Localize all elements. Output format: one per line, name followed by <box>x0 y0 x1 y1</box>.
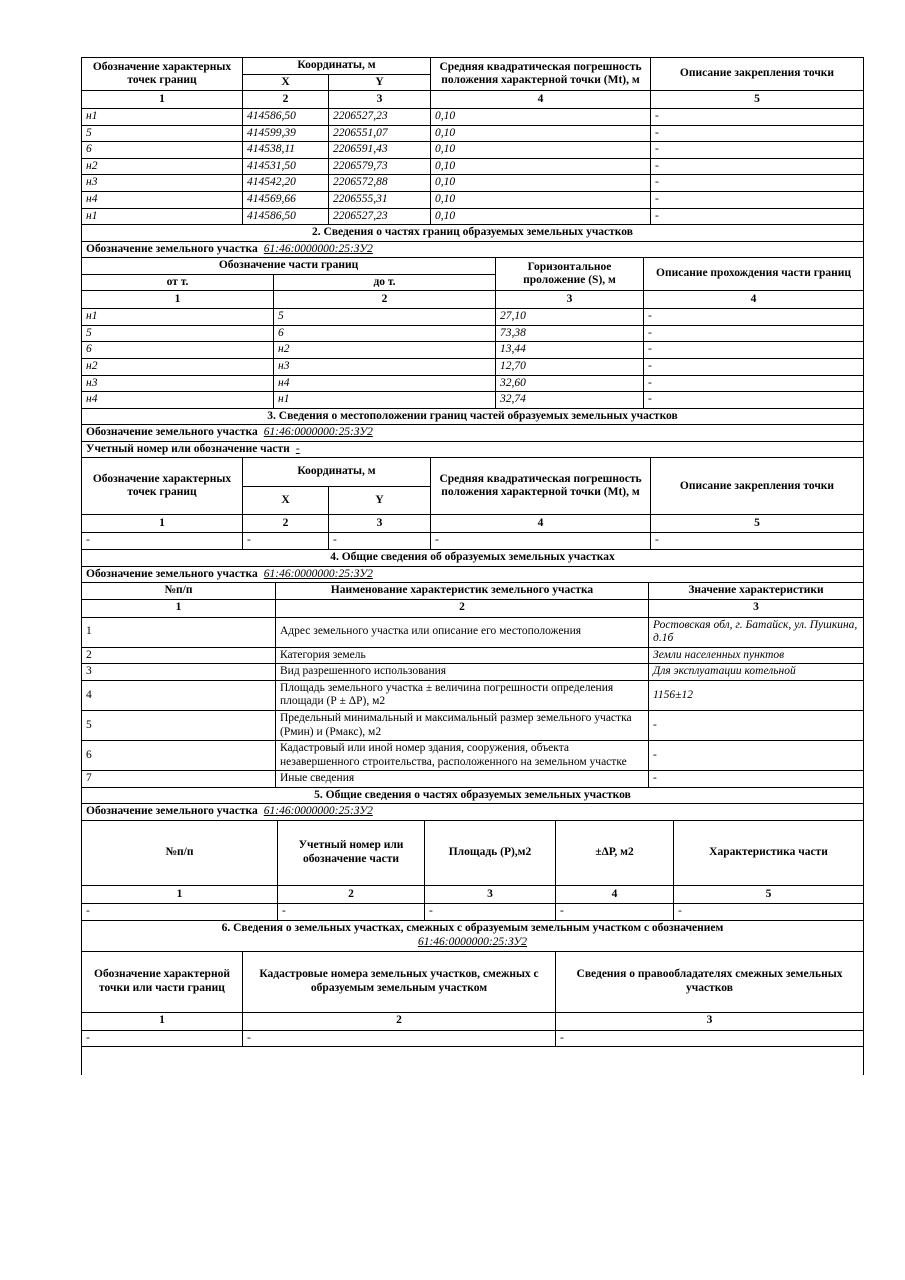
table-row-empty-tail <box>82 1047 864 1076</box>
part-number-label: Учетный номер или обозначение части <box>86 442 290 455</box>
cell-x: 414586,50 <box>243 208 329 225</box>
cell-y: 2206555,31 <box>329 191 431 208</box>
header-characteristic-value: Значение характеристики <box>649 583 864 600</box>
cell-characteristic-value: - <box>649 771 864 788</box>
header-to-point: до т. <box>274 274 496 291</box>
cell-row-number: 4 <box>82 680 276 710</box>
header-mean-square-error: Средняя квадратическая погрешность положения характерной точки (Mt), м <box>431 458 651 515</box>
section5-title: 5. Общие сведения о частях образуемых земельных участков <box>82 787 864 804</box>
cell-to: 6 <box>274 325 496 342</box>
section5-parcel-row <box>82 804 864 821</box>
section2-parcel-designation <box>82 241 864 258</box>
part-number-value: - <box>295 442 300 455</box>
section3-parcel-designation <box>82 425 864 442</box>
cell-characteristic-value: Ростовская обл, г. Батайск, ул. Пушкина, д.1б <box>649 617 864 647</box>
table-row-numbering <box>82 1012 864 1030</box>
section3-title-row <box>82 408 864 425</box>
header-point-fixing-description: Описание закрепления точки <box>651 58 864 91</box>
cell-point: - <box>82 533 243 550</box>
cell-part-characteristic: - <box>674 903 864 920</box>
table-row <box>82 617 864 647</box>
cell-characteristic-name: Иные сведения <box>276 771 649 788</box>
table-row-numbering <box>82 599 864 617</box>
cell-desc: - <box>651 142 864 159</box>
cell-row-number: - <box>82 903 278 920</box>
cell-desc: - <box>651 175 864 192</box>
cell-to: н1 <box>274 392 496 409</box>
cell-characteristic-name: Кадастровый или иной номер здания, сооружения, объекта незавершенного строительства, расположенного на земельном участке <box>276 741 649 771</box>
cell-desc: - <box>651 191 864 208</box>
cell-mt: 0,10 <box>431 191 651 208</box>
cell-distance: 13,44 <box>496 342 644 359</box>
cell-desc: - <box>644 359 864 376</box>
table-row-header <box>82 258 864 275</box>
table-row-header <box>82 58 864 75</box>
table-row <box>82 359 864 376</box>
cell-desc: - <box>644 342 864 359</box>
col-number-2: 2 <box>274 291 496 309</box>
table-row <box>82 392 864 409</box>
section4-title: 4. Общие сведения об образуемых земельных участках <box>82 549 864 566</box>
col-number-2: 2 <box>243 515 329 533</box>
cell-row-number: 7 <box>82 771 276 788</box>
col-number-4: 4 <box>431 515 651 533</box>
table-row <box>82 158 864 175</box>
table-row-numbering <box>82 291 864 309</box>
cell-characteristic-value: Для эксплуатации котельной <box>649 664 864 681</box>
header-row-number: №п/п <box>82 583 276 600</box>
cell-to: 5 <box>274 309 496 326</box>
cell-x: 414599,39 <box>243 125 329 142</box>
table-row <box>82 208 864 225</box>
cell-x: 414531,50 <box>243 158 329 175</box>
cell-characteristic-name: Предельный минимальный и максимальный размер земельного участка (Рмин) и (Рмакс), м2 <box>276 711 649 741</box>
col-number-1: 1 <box>82 599 276 617</box>
section5-parcel-designation <box>82 804 864 821</box>
cell-from: н4 <box>82 392 274 409</box>
cell-point: н3 <box>82 175 243 192</box>
cell-distance: 32,74 <box>496 392 644 409</box>
parcel-designation-label: Обозначение земельного участка <box>86 567 258 580</box>
section6-parcel-designation-value: 61:46:0000000:25:ЗУ2 <box>417 936 528 949</box>
cell-characteristic-value: 1156±12 <box>649 680 864 710</box>
cell-from: 6 <box>82 342 274 359</box>
cell-point: н2 <box>82 158 243 175</box>
cell-mt: 0,10 <box>431 175 651 192</box>
cell-distance: 32,60 <box>496 375 644 392</box>
cell-y: 2206527,23 <box>329 208 431 225</box>
header-coordinate-y: Y <box>329 486 431 515</box>
cell-from: н2 <box>82 359 274 376</box>
header-coordinate-x: X <box>243 74 329 91</box>
cell-to: н4 <box>274 375 496 392</box>
table-row <box>82 533 864 550</box>
cell-part-area: - <box>425 903 556 920</box>
col-number-3: 3 <box>425 885 556 903</box>
table-row <box>82 647 864 664</box>
cell-characteristic-name: Категория земель <box>276 647 649 664</box>
cell-adjacent-rights-holder: - <box>556 1030 864 1047</box>
col-number-5: 5 <box>651 515 864 533</box>
cell-row-number: 2 <box>82 647 276 664</box>
table-row <box>82 142 864 159</box>
cell-row-number: 5 <box>82 711 276 741</box>
table-row-header <box>82 951 864 1012</box>
header-coordinates: Координаты, м <box>243 58 431 75</box>
parcel-designation-label: Обозначение земельного участка <box>86 805 258 818</box>
section6-title-line1: 6. Сведения о земельных участках, смежных с образуемым земельным участком с обозначением <box>221 921 724 934</box>
col-number-3: 3 <box>649 599 864 617</box>
header-adjacent-cadastral-numbers: Кадастровые номера земельных участков, смежных с образуемым земельным участком <box>243 951 556 1012</box>
cell-characteristic-name: Вид разрешенного использования <box>276 664 649 681</box>
col-number-4: 4 <box>431 91 651 109</box>
section6-title-row <box>82 920 864 951</box>
cell-desc: - <box>651 109 864 126</box>
cell-to: н3 <box>274 359 496 376</box>
section4-parcel-row <box>82 566 864 583</box>
section2-parcel-row <box>82 241 864 258</box>
parcel-designation-value: 61:46:0000000:25:ЗУ2 <box>263 805 373 818</box>
section2-title-row <box>82 225 864 242</box>
section3-parcel-row <box>82 425 864 442</box>
cell-distance: 27,10 <box>496 309 644 326</box>
cell-x: 414538,11 <box>243 142 329 159</box>
table-row <box>82 325 864 342</box>
col-number-4: 4 <box>556 885 674 903</box>
cell-characteristic-value: - <box>649 741 864 771</box>
table-row <box>82 109 864 126</box>
cell-desc: - <box>651 158 864 175</box>
col-number-2: 2 <box>243 1012 556 1030</box>
cell-empty-tail <box>82 1047 864 1076</box>
header-row-number: №п/п <box>82 820 278 885</box>
cell-x: - <box>243 533 329 550</box>
table-row-header <box>82 583 864 600</box>
cell-mt: 0,10 <box>431 109 651 126</box>
cell-part-area-error: - <box>556 903 674 920</box>
table-row-numbering <box>82 91 864 109</box>
col-number-3: 3 <box>329 91 431 109</box>
col-number-2: 2 <box>278 885 425 903</box>
table-row-numbering <box>82 885 864 903</box>
col-number-5: 5 <box>674 885 864 903</box>
section2-title: 2. Сведения о частях границ образуемых земельных участков <box>82 225 864 242</box>
header-adjacent-rights-holders: Сведения о правообладателях смежных земельных участков <box>556 951 864 1012</box>
table-row <box>82 771 864 788</box>
table-section1-coordinates <box>81 57 864 258</box>
cell-desc: - <box>644 325 864 342</box>
cell-desc: - <box>644 309 864 326</box>
table-row-header <box>82 458 864 487</box>
cell-point-or-border-part: - <box>82 1030 243 1047</box>
cell-distance: 73,38 <box>496 325 644 342</box>
header-border-part-description: Описание прохождения части границ <box>644 258 864 291</box>
table-row <box>82 125 864 142</box>
cell-mt: - <box>431 533 651 550</box>
col-number-2: 2 <box>276 599 649 617</box>
cell-distance: 12,70 <box>496 359 644 376</box>
col-number-1: 1 <box>82 885 278 903</box>
table-row <box>82 903 864 920</box>
cell-desc: - <box>644 392 864 409</box>
cell-y: 2206579,73 <box>329 158 431 175</box>
cell-mt: 0,10 <box>431 208 651 225</box>
section5-title-row <box>82 787 864 804</box>
cell-row-number: 3 <box>82 664 276 681</box>
cell-to: н2 <box>274 342 496 359</box>
cell-adjacent-cadastral-number: - <box>243 1030 556 1047</box>
header-mean-square-error: Средняя квадратическая погрешность положения характерной точки (Mt), м <box>431 58 651 91</box>
col-number-4: 4 <box>644 291 864 309</box>
table-section2-border-parts <box>81 257 864 458</box>
cell-characteristic-value: Земли населенных пунктов <box>649 647 864 664</box>
table-row <box>82 680 864 710</box>
cell-y: 2206527,23 <box>329 109 431 126</box>
table-section4-general-info <box>81 582 864 821</box>
header-point-or-border-part: Обозначение характерной точки или части границ <box>82 951 243 1012</box>
table-row <box>82 741 864 771</box>
cell-from: н3 <box>82 375 274 392</box>
col-number-3: 3 <box>556 1012 864 1030</box>
cell-x: 414569,66 <box>243 191 329 208</box>
col-number-1: 1 <box>82 1012 243 1030</box>
section3-part-number-row <box>82 441 864 458</box>
header-part-characteristic: Характеристика части <box>674 820 864 885</box>
section4-parcel-designation <box>82 566 864 583</box>
cell-characteristic-name: Адрес земельного участка или описание его местоположения <box>276 617 649 647</box>
col-number-2: 2 <box>243 91 329 109</box>
header-part-area: Площадь (Р),м2 <box>425 820 556 885</box>
cell-x: 414586,50 <box>243 109 329 126</box>
cell-point: 5 <box>82 125 243 142</box>
cell-mt: 0,10 <box>431 158 651 175</box>
col-number-1: 1 <box>82 515 243 533</box>
cell-from: 5 <box>82 325 274 342</box>
header-border-part-designation: Обозначение части границ <box>82 258 496 275</box>
cell-point: н1 <box>82 208 243 225</box>
cell-y: 2206591,43 <box>329 142 431 159</box>
cell-desc: - <box>644 375 864 392</box>
table-row <box>82 1030 864 1047</box>
parcel-designation-label: Обозначение земельного участка <box>86 426 258 439</box>
col-number-3: 3 <box>496 291 644 309</box>
header-part-area-error: ±ΔР, м2 <box>556 820 674 885</box>
cell-mt: 0,10 <box>431 142 651 159</box>
table-row <box>82 191 864 208</box>
cell-x: 414542,20 <box>243 175 329 192</box>
cell-part-number: - <box>278 903 425 920</box>
parcel-designation-label: Обозначение земельного участка <box>86 242 258 255</box>
cell-desc: - <box>651 208 864 225</box>
cell-row-number: 6 <box>82 741 276 771</box>
table-row <box>82 342 864 359</box>
header-horizontal-distance: Горизонтальное проложение (S), м <box>496 258 644 291</box>
cell-point: н4 <box>82 191 243 208</box>
cell-point: н1 <box>82 109 243 126</box>
header-point-fixing-description: Описание закрепления точки <box>651 458 864 515</box>
table-row <box>82 309 864 326</box>
col-number-1: 1 <box>82 91 243 109</box>
header-coordinates: Координаты, м <box>243 458 431 487</box>
cell-y: 2206551,07 <box>329 125 431 142</box>
table-row-numbering <box>82 515 864 533</box>
section3-part-number <box>82 441 864 458</box>
cell-row-number: 1 <box>82 617 276 647</box>
header-point-designation: Обозначение характерных точек границ <box>82 458 243 515</box>
table-row <box>82 175 864 192</box>
cell-mt: 0,10 <box>431 125 651 142</box>
header-part-number: Учетный номер или обозначение части <box>278 820 425 885</box>
header-coordinate-x: X <box>243 486 329 515</box>
col-number-5: 5 <box>651 91 864 109</box>
header-characteristic-name: Наименование характеристик земельного участка <box>276 583 649 600</box>
table-row <box>82 375 864 392</box>
header-point-designation: Обозначение характерных точек границ <box>82 58 243 91</box>
cell-y: 2206572,88 <box>329 175 431 192</box>
section6-title <box>82 920 864 951</box>
table-section3-part-coordinates <box>81 457 864 583</box>
cell-y: - <box>329 533 431 550</box>
parcel-designation-value: 61:46:0000000:25:ЗУ2 <box>263 242 373 255</box>
parcel-designation-value: 61:46:0000000:25:ЗУ2 <box>263 426 373 439</box>
col-number-3: 3 <box>329 515 431 533</box>
cell-point: 6 <box>82 142 243 159</box>
cell-desc: - <box>651 533 864 550</box>
table-section6-adjacent-parcels <box>81 951 864 1076</box>
cell-from: н1 <box>82 309 274 326</box>
table-row-header <box>82 820 864 885</box>
header-from-point: от т. <box>82 274 274 291</box>
section4-title-row <box>82 549 864 566</box>
cell-characteristic-name: Площадь земельного участка ± величина погрешности определения площади (Р ± ΔР), м2 <box>276 680 649 710</box>
col-number-1: 1 <box>82 291 274 309</box>
cell-characteristic-value: - <box>649 711 864 741</box>
section3-title: 3. Сведения о местоположении границ частей образуемых земельных участков <box>82 408 864 425</box>
table-section5-parts-general-info <box>81 820 864 952</box>
parcel-designation-value: 61:46:0000000:25:ЗУ2 <box>263 567 373 580</box>
table-row <box>82 664 864 681</box>
table-row <box>82 711 864 741</box>
header-coordinate-y: Y <box>329 74 431 91</box>
cell-desc: - <box>651 125 864 142</box>
document-body <box>81 57 863 1075</box>
